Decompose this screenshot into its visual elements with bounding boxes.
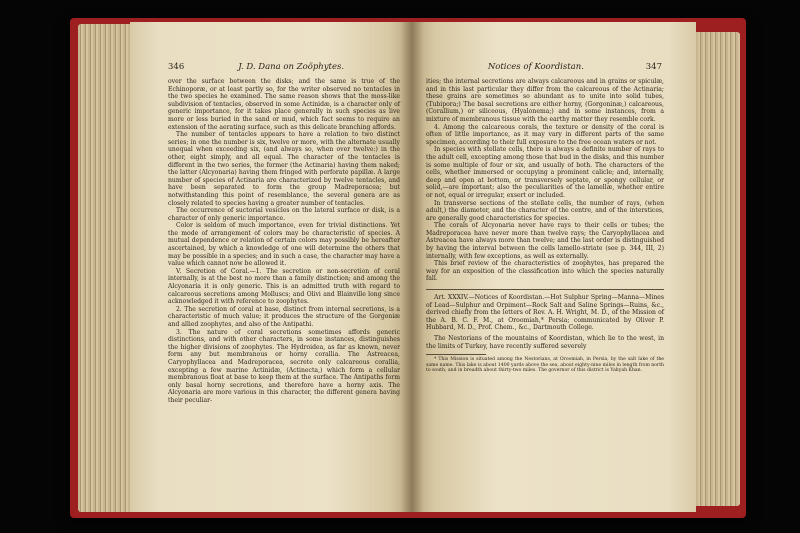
right-paragraph: In species with stellate cells, there is always a definite number of rays to the adult cell, excepting among those that bud in the disks, and this number is some multiple of four or six, and usually of both. The characters of the cells, whether immersed or occupying a prominent calicle; and, internally, deep and open at bottom, or transversely septate, or spongy cellular, or solid,—are important; also the peculiarities of the lamellæ, whether entire or not, equal or irregular, exsert or included.: [426, 146, 664, 199]
right-running-title: Notices of Koordistan.: [487, 62, 584, 72]
left-page: [130, 22, 412, 512]
left-paragraph: V. Secretion of Coral.—1. The secretion or non-secretion of coral internally, is at the best no more than a family distinction; and among the Alcyonaria it is only generic. This is an admitted truth with regard to calcareous secretions among Molluscs; and Olivi and Blainville long since acknowledged it with reference to zoophytes.: [168, 267, 400, 306]
right-paragraph: ities; the internal secretions are always calcareous and in grains or spiculæ, and in this last particular they differ from the calcareous of the Actinaria; these grains are sometimes so abundant as to unite into solid tubes, (Tubipora;) The basal secretions are either horny, (Gorgoninæ,) calcareous, (Corallium,) or siliceous, (Hyalonema;) and in some instances, from a mixture of membranous tissue with the earthy matter they resemble cork.: [426, 78, 664, 123]
left-page-number: 346: [168, 62, 185, 72]
left-paragraph: Color is seldom of much importance, even for trivial distinctions. Yet the mode of arrangement of colors may be characteristic of species. A mutual dependence or relation of certain colors may possibly be hereafter ascertained, by which a knowledge of one will determine the others that may be possible in a species; and in such a case, the character may have a value which cannot now be allowed it.: [168, 222, 400, 268]
right-page-header: [426, 62, 662, 72]
left-paragraph: over the surface between the disks; and the same is true of the Echinoporæ, or at least partly so, for the writer observed no tentacles in the two species he examined. The same reason shows that the moss-like subdivision of tentacles, observed in some Actinidæ, is a character only of generic importance, for it takes place generally in such species as live more or less buried in the sand or mud, which fact seems to require an extension of the aerating surface, such as this delicate branching affords.: [168, 78, 400, 131]
footnote: * This Mission is situated among the Nestorians, at Oroomiah, in Persia, by the salt lake of the same name. This lake is about 1400 yards above the sea, about eighty-nine miles in length from north to south, and in breadth about thirty-two miles. The governor of this district is Yahyah Khan.: [426, 357, 664, 374]
footnote-divider: [426, 354, 486, 355]
article-heading: Art. XXXIV.—Notices of Koordistan.—Hot Sulphur Spring—Manna—Mines of Lead—Sulphur and Orpiment—Rock Salt and Saline Springs—Ruins, &c., derived chiefly from the letters of Rev. A. H. Wright, M. D., of the Mission of the A. B. C. F. M., at Oroomiah,* Persia; communicated by Oliver P. Hubbard, M. D., Prof. Chem., &c., Dartmouth College.: [426, 294, 664, 332]
left-page-body: [168, 78, 400, 405]
right-page: [412, 22, 696, 512]
right-paragraph: In transverse sections of the stellate cells, the number of rays, (when adult,) the diameter, and the character of the centre, and of the interstices, are generally good characteristics for species.: [426, 199, 664, 222]
open-book: [70, 18, 746, 518]
book-gutter: [400, 22, 424, 512]
left-page-header: [168, 62, 398, 72]
right-paragraph: This brief review of the characteristics of zoophytes, has prepared the way for an exposition of the classification into which the species naturally fall.: [426, 260, 664, 283]
article-divider: [426, 289, 664, 290]
right-paragraph: 4. Among the calcareous corals, the texture or density of the coral is often of little importance, as it may vary in different parts of the same specimen, according to their full exposure to the free ocean waters or not.: [426, 123, 664, 146]
right-paragraph: The corals of Alcyonaria never have rays to their cells or tubes; the Madreporacea have never more than twelve rays; the Caryophyllacea and Astreacea have always more than twelve; and the last order is distinguished by having the interval between the cells lamello-striate (see p. 344, III, 2) internally, with few exceptions, as well as externally.: [426, 222, 664, 260]
left-running-title: J. D. Dana on Zoöphytes.: [238, 62, 345, 72]
left-paragraph: 2. The secretion of coral at base, distinct from internal secretions, is a characteristic of much value; it produces the structure of the Gorgoniæ and allied zoophytes, and also of the Antipathi.: [168, 305, 400, 328]
right-paragraph: The Nestorians of the mountains of Koordistan, which lie to the west, in the limits of Turkey, have recently suffered severely: [426, 335, 664, 350]
left-paragraph: The occurrence of suctorial vesicles on the lateral surface or disk, is a character of only generic importance.: [168, 207, 400, 222]
left-paragraph: 3. The nature of coral secretions sometimes affords generic distinctions, and with other characters, in some instances, distinguishes the higher divisions of zoophytes. The Hydroidea, as far as known, never form any but membranous or horny corallia. The Astreacea, Caryophyllacea and Madreporacea, secrete only calcareous corallia, excepting a few marine Actinidæ, (Actinecta,) which form a cellular membranous float at base to keep them at the surface. The Antipaths form only basal horny secretions, and therefore have a horny axis. The Alcyonaria are more various in this character, the different genera having their peculiar-: [168, 328, 400, 404]
left-paragraph: The number of tentacles appears to have a relation to two distinct series; in one the number is six, twelve or more, with the alternate usually unequal when exceeding six, (and always so, when over twelve:) in the other, eight simply, and all equal. The character of the tentacles is different in the two series, the former (the Actinaria) having them naked; the latter (Alcyonaria) having them fringed with perforate papillæ. A large number of species of Actinaria are characterized by twelve tentacles, and have been separated to form the group Madreporacea; but notwithstanding this point of resemblance, the several genera are as closely related to species having a greater number of tentacles.: [168, 131, 400, 207]
right-page-number: 347: [645, 62, 662, 72]
right-page-body: [426, 78, 664, 374]
